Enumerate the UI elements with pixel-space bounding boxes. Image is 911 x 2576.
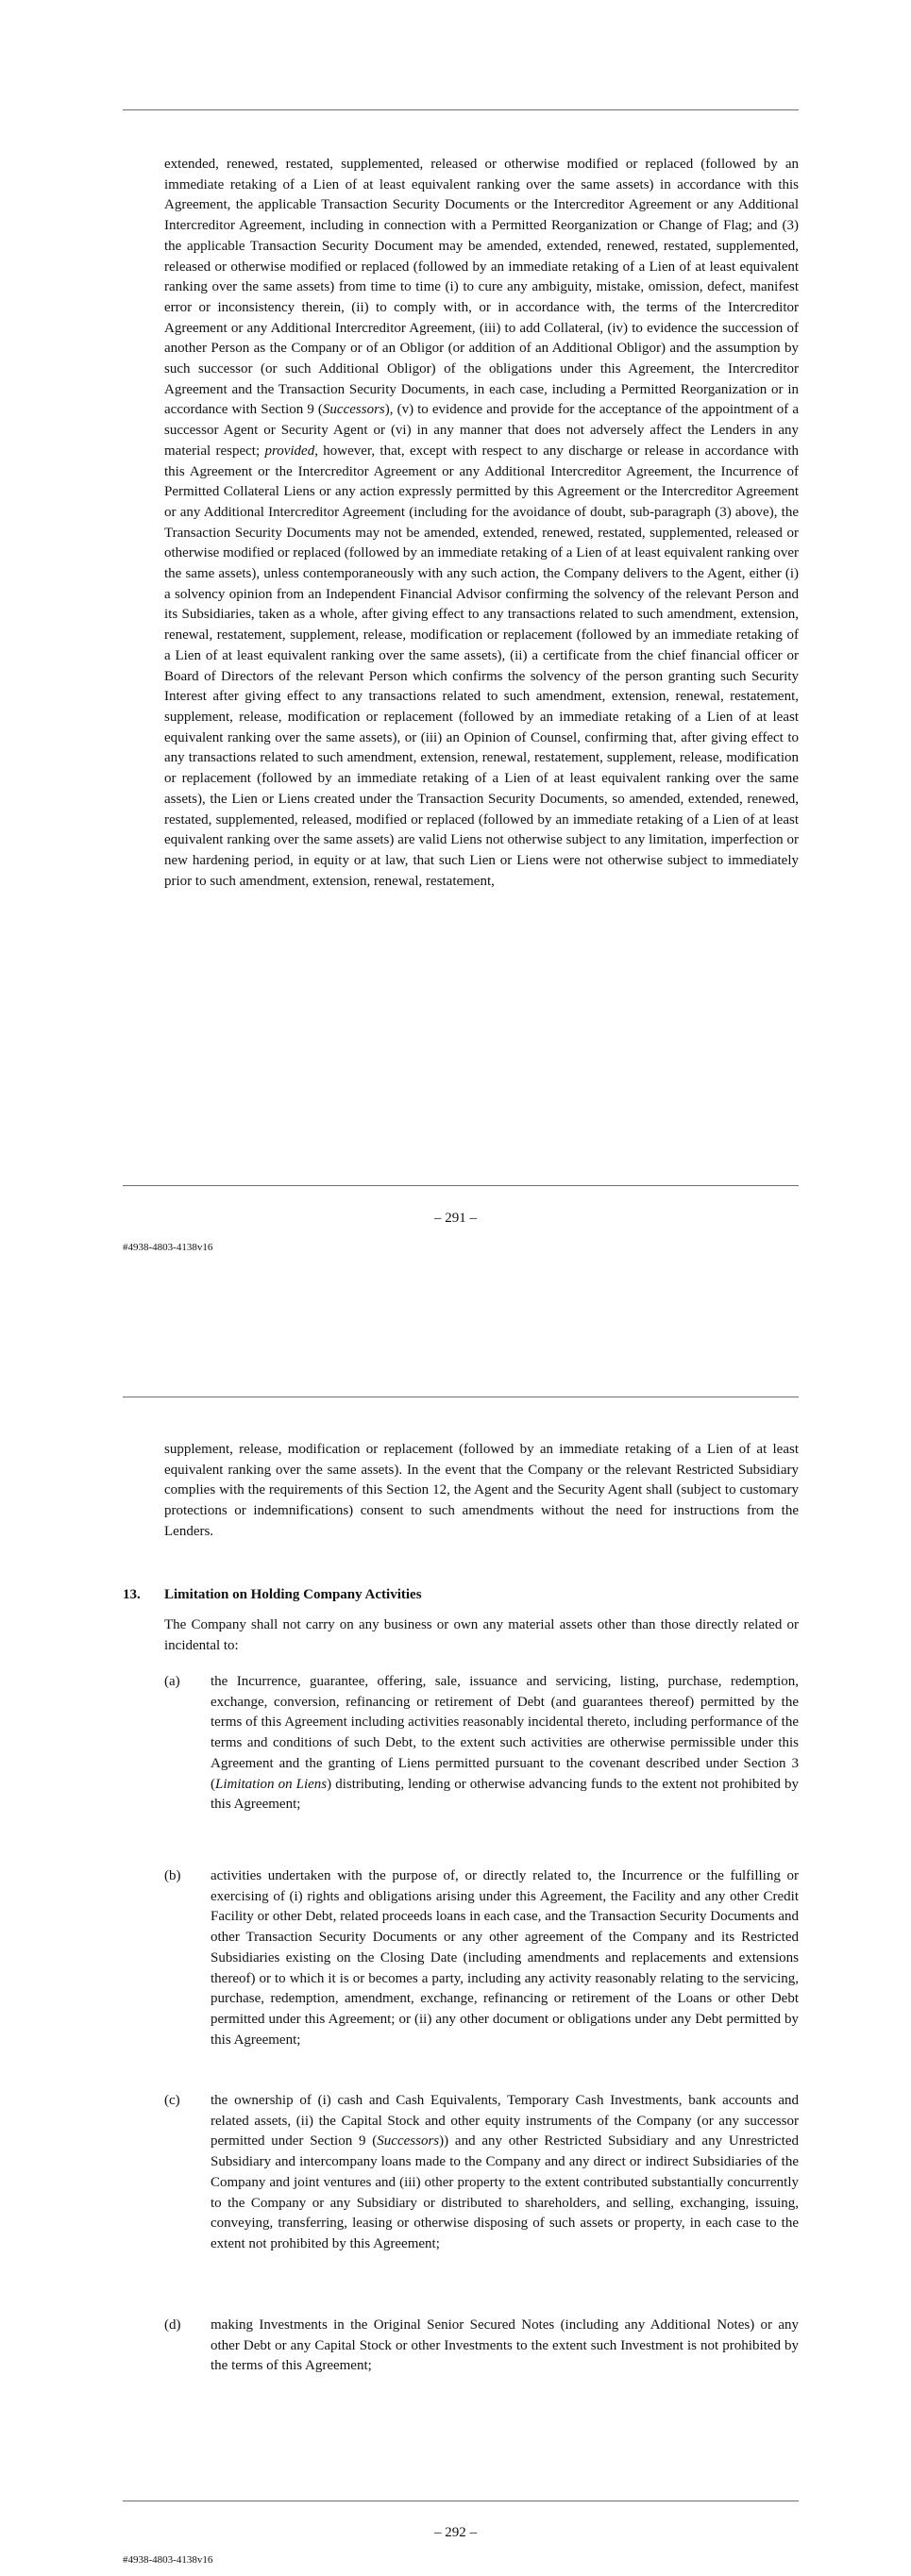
document-id: #4938-4803-4138v16 [123, 1242, 213, 1253]
list-item-text: the Incurrence, guarantee, offering, sale, issuance and servicing, listing, purchase, redemption, exchange, conversion, refinancing or retirement of Debt (and guarantees thereof) permitted by the terms of this Agreement including activities reasonably incidental thereto, including performance of the terms and conditions of such Debt, to the extent such activities are otherwise permissible under this Agreement and the granting of Liens permitted pursuant to the covenant described under Section 3 (Limitation on Liens) distributing, lending or otherwise advancing funds to the extent not prohibited by this Agreement; [211, 1674, 799, 1813]
page-number: – 292 – [434, 2525, 477, 2540]
section-13-title: Limitation on Holding Company Activities [164, 1587, 422, 1602]
list-item-label: (d) [164, 2317, 181, 2333]
list-item-text: making Investments in the Original Senior Secured Notes (including any Additional Notes) or any other Debt or any Capital Stock or other Investments to the extent such Investment is not prohibited by the terms of this Agreement; [211, 2317, 799, 2374]
list-item-b [164, 1866, 799, 2076]
page-number: – 291 – [434, 1211, 477, 1226]
section-13-number: 13. [123, 1587, 141, 1602]
section-13-intro: The Company shall not carry on any business or own any material assets other than those directly related or incidental to: [164, 1617, 799, 1653]
document-id: #4938-4803-4138v16 [123, 2554, 213, 2566]
list-item-label: (a) [164, 1674, 180, 1689]
page2-continuation-paragraph: supplement, release, modification or replacement (followed by an immediate retaking of a Lien of at least equivalent ranking over the same assets). In the event that the Company or the relevant Restricted Subsidiary complies with the requirements of this Section 12, the Agent and the Security Agent shall (subject to customary protections or indemnifications) consent to such amendments without the need for instructions from the Lenders. [164, 1442, 799, 1539]
list-item-label: (c) [164, 2093, 180, 2108]
list-item-c [164, 2091, 799, 2300]
page1-top-rule [123, 109, 799, 110]
list-item-text: the ownership of (i) cash and Cash Equivalents, Temporary Cash Investments, bank accounts and related assets, (ii) the Capital Stock and other equity instruments of the Company (or any successor permitted under Section 9 (Successors)) and any other Restricted Subsidiary and any Unrestricted Subsidiary and intercompany loans made to the Company and any direct or indirect Subsidiaries of the Company and joint ventures and (iii) other property to the extent contributed substantially concurrently to the Company or any Subsidiary or distributed to shareholders, and selling, exchanging, issuing, conveying, transferring, leasing or otherwise disposing of such assets or property, in each case to the extent not prohibited by this Agreement; [211, 2093, 800, 2251]
list-item-d [164, 2316, 799, 2382]
list-item-label: (b) [164, 1868, 181, 1883]
page1-body-paragraph: extended, renewed, restated, supplemented, released or otherwise modified or replaced (followed by an immediate retaking of a Lien of at least equivalent ranking over the same assets) in accordance with this Agreement, the applicable Transaction Security Documents or the Intercreditor Agreement or any Additional Intercreditor Agreement, including in connection with a Permitted Reorganization or Change of Flag; and (3) the applicable Transaction Security Document may be amended, extended, renewed, restated, supplemented, released or otherwise modified or replaced (followed by an immediate retaking of a Lien of at least equivalent ranking over the same assets) from time to time (i) to cure any ambiguity, mistake, omission, defect, manifest error or inconsistency therein, (ii) to comply with, or in accordance with, the terms of the Intercreditor Agreement or any Additional Intercreditor Agreement, (iii) to add Collateral, (iv) to evidence the succession of another Person as the Company or of an Obligor (or addition of an Additional Obligor) and the assumption by such successor (or such Additional Obligor) of the obligations under this Agreement, the Intercreditor Agreement and the Transaction Security Documents, in each case, including a Permitted Reorganization or in accordance with Section 9 (Successors), (v) to evidence and provide for the acceptance of the appointment of a successor Agent or Security Agent or (vi) in any manner that does not adversely affect the Lenders in any material respect; provided, however, that, except with respect to any discharge or release in accordance with this Agreement or the Intercreditor Agreement or any Additional Intercreditor Agreement, the Incurrence of Permitted Collateral Liens or any action expressly permitted by this Agreement or the Intercreditor Agreement or any Additional Intercreditor Agreement (including for the avoidance of doubt, sub-paragraph (3) above), the Transaction Security Documents may not be amended, extended, renewed, restated, supplemented, released or otherwise modified or replaced (followed by an immediate retaking of a Lien of at least equivalent ranking over the same assets), unless contemporaneously with any such action, the Company delivers to the Agent, either (i) a solvency opinion from an Independent Financial Advisor confirming the solvency of the relevant Person and its Subsidiaries, taken as a whole, after giving effect to any transactions related to such amendment, extension, renewal, restatement, supplement, release, modification or replacement (followed by an immediate retaking of a Lien of at least equivalent ranking over the same assets), (ii) a certificate from the chief financial officer or Board of Directors of the relevant Person which confirms the solvency of the person granting such Security Interest after giving effect to any transactions related to such amendment, extension, renewal, restatement, supplement, release, modification or replacement (followed by an immediate retaking of a Lien of at least equivalent ranking over the same assets), or (iii) an Opinion of Counsel, confirming that, after giving effect to any transactions related to such amendment, extension, renewal, restatement, supplement, release, modification or replacement (followed by an immediate retaking of a Lien of at least equivalent ranking over the same assets), the Lien or Liens created under the Transaction Security Documents, so amended, extended, renewed, restated, supplemented, released, modified or replaced (followed by an immediate retaking of a Lien of at least equivalent ranking over the same assets) are valid Liens not otherwise subject to any limitation, imperfection or new hardening period, in equity or at law, that such Lien or Liens were not otherwise subject to immediately prior to such amendment, extension, renewal, restatement, [164, 157, 800, 889]
list-item-a [164, 1672, 799, 1851]
page1-bottom-rule [123, 1185, 799, 1186]
list-item-text: activities undertaken with the purpose of, or directly related to, the Incurrence or the fulfilling or exercising of (i) rights and obligations arising under this Agreement, the Facility and any other Credit Facility or other Debt, related proceeds loans in each case, and the Transaction Security Documents and other Transaction Security Documents or any other agreement of the Company and its Restricted Subsidiaries existing on the Closing Date (including amendments and replacements and extensions thereof) or to which it is or becomes a party, including any activity reasonably relating to the servicing, purchase, redemption, amendment, exchange, refinancing or retirement of the Loans or other Debt permitted under this Agreement; or (ii) any other document or obligations under any Debt permitted by this Agreement; [211, 1868, 799, 2048]
